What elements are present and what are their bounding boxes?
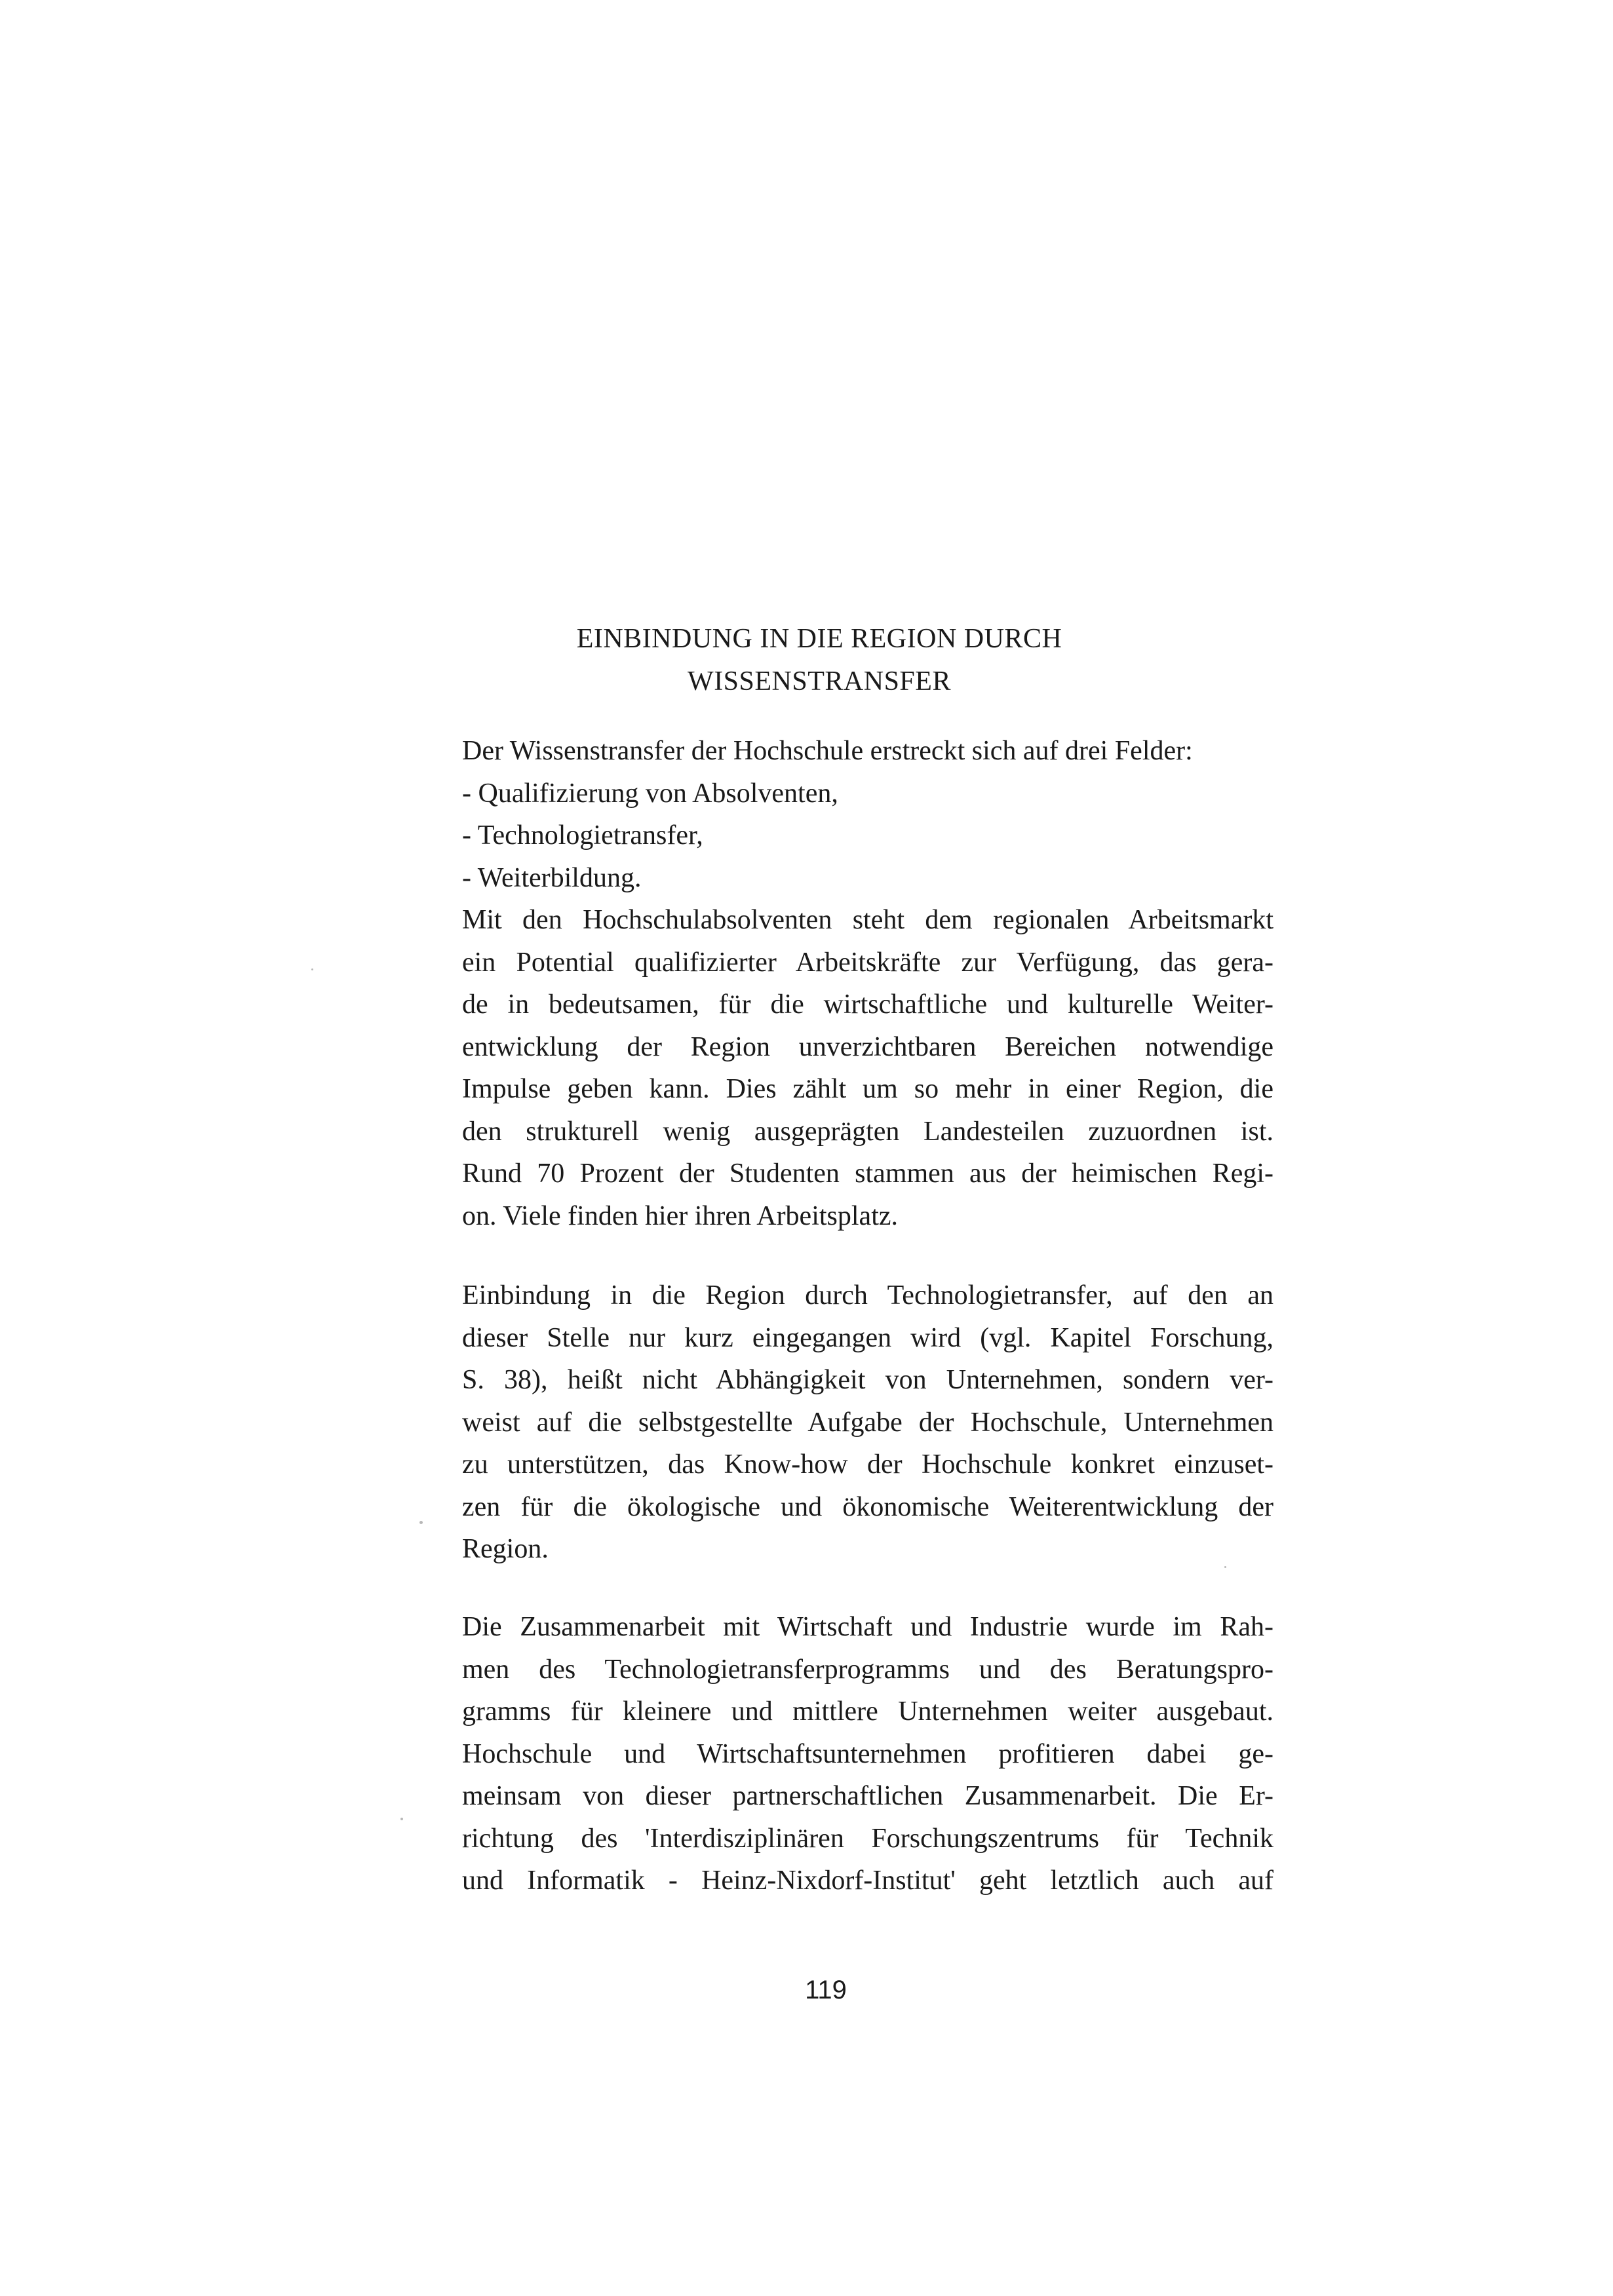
list-item-further-education: - Weiterbildung.	[462, 862, 642, 893]
text-line: zen für die ökologische und ökonomische Weiterentwicklung der	[462, 1491, 1273, 1522]
text-line: richtung des 'Interdisziplinären Forschungszentrums für Technik	[462, 1823, 1273, 1854]
text-line: Region.	[462, 1534, 549, 1564]
text-line: und Informatik - Heinz-Nixdorf-Institut' geht letztlich auch auf	[462, 1866, 1273, 1896]
text-line: weist auf die selbstgestellte Aufgabe der Hochschule, Unternehmen	[462, 1407, 1273, 1438]
text-line: men des Technologietransferprogramms und des Beratungspro-	[462, 1654, 1273, 1685]
list-item-qualification: - Qualifizierung von Absolventen,	[462, 778, 838, 809]
paragraph-industry-cooperation	[462, 1606, 1273, 1902]
text-line: de in bedeutsamen, für die wirtschaftliche und kulturelle Weiter-	[462, 989, 1273, 1020]
scan-speck	[1224, 1566, 1226, 1568]
text-line: dieser Stelle nur kurz eingegangen wird (vgl. Kapitel Forschung,	[462, 1322, 1273, 1353]
text-line: on. Viele finden hier ihren Arbeitsplatz.	[462, 1200, 899, 1231]
paragraph-knowledge-transfer	[462, 730, 1273, 1237]
text-line: Die Zusammenarbeit mit Wirtschaft und Industrie wurde im Rah-	[462, 1612, 1273, 1642]
text-line: ein Potential qualifizierter Arbeitskräfte zur Verfügung, das gera-	[462, 947, 1273, 978]
text-line: zu unterstützen, das Know-how der Hochschule konkret einzuset-	[462, 1449, 1273, 1480]
text-line: Impulse geben kann. Dies zählt um so mehr in einer Region, die	[462, 1074, 1273, 1104]
page-number: 119	[805, 1976, 847, 2004]
section-title-line-2: WISSENSTRANSFER	[688, 666, 951, 697]
text-line: den strukturell wenig ausgeprägten Landesteilen zuzuordnen ist.	[462, 1116, 1273, 1147]
text-line: Rund 70 Prozent der Studenten stammen aus der heimischen Regi-	[462, 1158, 1273, 1189]
text-line: gramms für kleinere und mittlere Unternehmen weiter ausgebaut.	[462, 1696, 1273, 1727]
scan-speck	[311, 968, 313, 970]
paragraph-technology-transfer	[462, 1274, 1273, 1571]
scan-speck	[419, 1521, 423, 1524]
text-line: Mit den Hochschulabsolventen steht dem regionalen Arbeitsmarkt	[462, 905, 1273, 935]
scan-speck	[400, 1818, 403, 1820]
section-title-line-1: EINBINDUNG IN DIE REGION DURCH	[576, 624, 1062, 654]
text-line: meinsam von dieser partnerschaftlichen Zusammenarbeit. Die Er-	[462, 1781, 1273, 1811]
text-line: Hochschule und Wirtschaftsunternehmen profitieren dabei ge-	[462, 1738, 1273, 1769]
text-line: Der Wissenstransfer der Hochschule erstreckt sich auf drei Felder:	[462, 736, 1193, 766]
text-line: entwicklung der Region unverzichtbaren Bereichen notwendige	[462, 1031, 1273, 1062]
text-line: S. 38), heißt nicht Abhängigkeit von Unternehmen, sondern ver-	[462, 1365, 1273, 1395]
text-line: Einbindung in die Region durch Technologietransfer, auf den an	[462, 1280, 1273, 1311]
list-item-technology-transfer: - Technologietransfer,	[462, 820, 703, 851]
